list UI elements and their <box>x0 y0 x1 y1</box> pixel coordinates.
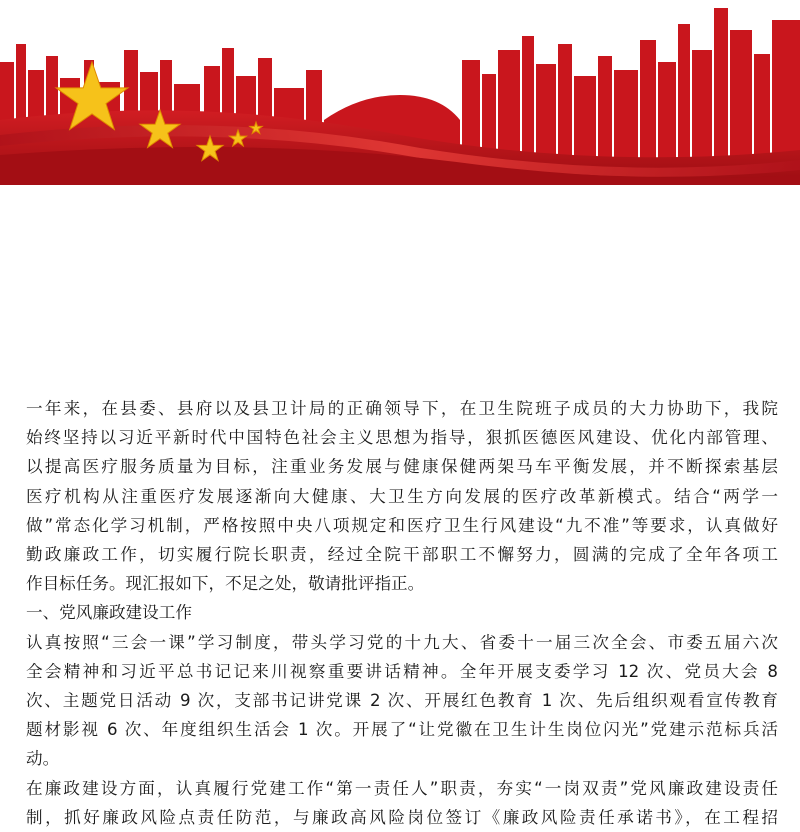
document-body <box>26 394 778 832</box>
body-line: 题材影视 6 次、年度组织生活会 1 次。开展了“让党徽在卫生计生岗位闪光”党建示范标兵活 <box>26 720 778 740</box>
body-line: 作目标任务。现汇报如下，不足之处，敬请批评指正。 <box>26 574 425 594</box>
banner-graphic <box>0 0 800 185</box>
body-line: 制，抓好廉政风险点责任防范，与廉政高风险岗位签订《廉政风险责任承诺书》，在工程招 <box>26 807 778 827</box>
body-line: 勤政廉政工作，切实履行院长职责，经过全院干部职工不懈努力，圆满的完成了全年各项工 <box>26 545 778 565</box>
body-line: 动。 <box>26 749 60 769</box>
body-line: 始终坚持以习近平新时代中国特色社会主义思想为指导，狠抓医德医风建设、优化内部管理、 <box>26 428 778 448</box>
body-line: 以提高医疗服务质量为目标，注重业务发展与健康保健两架马车平衡发展，并不断探索基层 <box>26 457 778 477</box>
body-line: 一年来，在县委、县府以及县卫计局的正确领导下，在卫生院班子成员的大力协助下，我院 <box>26 399 778 418</box>
body-line: 做”常态化学习机制，严格按照中央八项规定和医疗卫生行风建设“九不准”等要求，认真做好 <box>26 515 778 535</box>
section-heading: 一、党风廉政建设工作 <box>26 603 192 623</box>
body-line: 医疗机构从注重医疗发展逐渐向大健康、大卫生方向发展的医疗改革新模式。结合“两学一 <box>26 486 778 506</box>
body-line: 认真按照“三会一课”学习制度，带头学习党的十九大、省委十一届三次全会、市委五届六次 <box>26 632 778 652</box>
body-line: 在廉政建设方面，认真履行党建工作“第一责任人”职责，夯实“一岗双责”党风廉政建设责任 <box>26 778 778 798</box>
body-line: 次、主题党日活动 9 次，支部书记讲党课 2 次、开展红色教育 1 次、先后组织观看宣传教育 <box>26 691 778 711</box>
header-banner <box>0 0 800 185</box>
body-line: 全会精神和习近平总书记记来川视察重要讲话精神。全年开展支委学习 12 次、党员大会 8 <box>26 661 778 681</box>
